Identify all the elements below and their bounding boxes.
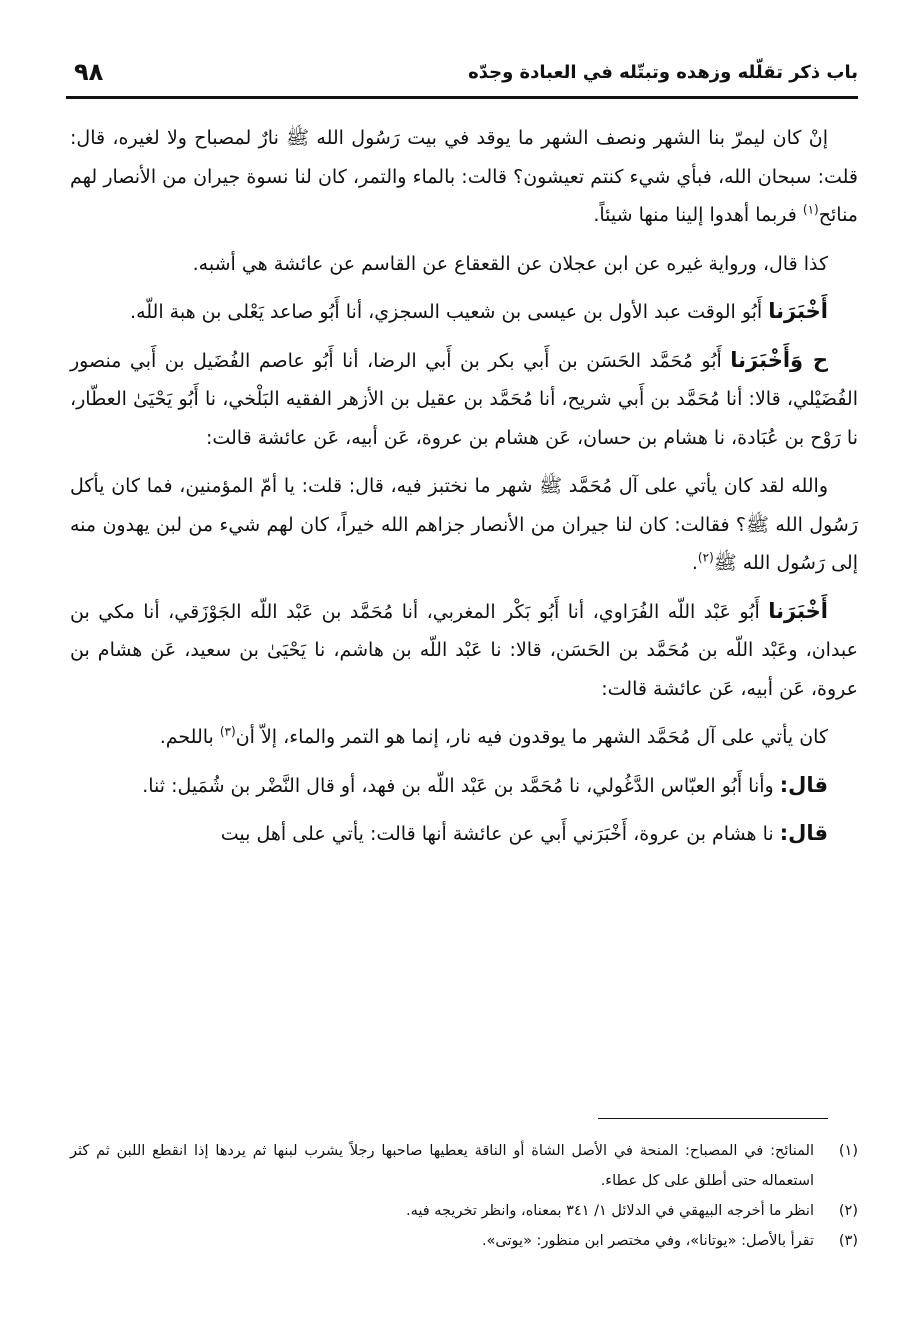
- paragraph-lead: قال:: [779, 821, 828, 845]
- footnote: [70, 1136, 858, 1196]
- header-divider: [66, 96, 858, 99]
- paragraph-text: أَبُو عَبْد اللّه الفُرَاوي، أنا أَبُو بَكْر المغربي، أنا مُحَمَّد بن عَبْد اللّه الجَوْزَقي، أنا مكي بن عبدان، وعَبْد اللّه بن مُحَمَّد بن الحَسَن، قالا: نا عَبْد اللّه بن هاشم، نا يَحْيَىٰ بن سعيد، عَن هشام بن عروة، عَن أبيه، عَن عائشة قالت:: [70, 600, 858, 700]
- footnote-number: (٣): [838, 1233, 858, 1249]
- paragraph-tail: .: [691, 552, 698, 574]
- paragraph-lead: قال:: [779, 772, 828, 797]
- footnote-number: (٢): [838, 1203, 858, 1219]
- paragraph: [70, 717, 858, 757]
- footnote: [70, 1196, 858, 1226]
- page-number: ٩٨: [74, 58, 104, 86]
- paragraph-text: نا هشام بن عروة، أَخْبَرَني أَبي عن عائشة أنها قالت: يأتي على أهل بيت: [220, 823, 780, 845]
- page-header: [66, 58, 858, 94]
- paragraph-text: وأنا أَبُو العبّاس الدَّغُولي، نا مُحَمَّد بن عَبْد اللّه بن فهد، أو قال النَّضْر بن شُمَيل: ثنا.: [142, 774, 780, 797]
- paragraph-lead: أَخْبَرَنا: [768, 598, 828, 623]
- footnote-text: المنائح: في المصباح: المنحة في الأصل الشاة أو الناقة يعطيها صاحبها رجلاً يشرب لبنها ثم يردها إذا انقطع اللبن ثم كثر استعماله حتى أطلق على كل عطاء.: [70, 1143, 814, 1189]
- footnote-ref: (٢): [697, 550, 714, 565]
- paragraph-text: أَبُو مُحَمَّد الحَسَن بن أَبي بكر بن أَبي الرضا، أنا أَبُو عاصم الفُضَيل بن أَبي منصور الفُضَيْلي، قالا: أنا مُحَمَّد بن أَبي شريح، أنا مُحَمَّد بن عقيل بن الأزهر الفقيه البَلْخي، نا أَبُو يَحْيَىٰ العطّار، نا رَوْح بن عُبَادة، نا هشام بن حسان، عَن هشام بن عروة، عَن أبيه، عَن عائشة قالت:: [70, 349, 858, 449]
- paragraph-text: كذا قال، ورواية غيره عن ابن عجلان عن القعقاع عن القاسم عن عائشة هي أشبه.: [192, 252, 828, 275]
- paragraph: [70, 292, 858, 332]
- paragraph: [70, 341, 858, 458]
- paragraph: [70, 814, 858, 854]
- paragraph: [70, 766, 858, 806]
- paragraph-text: إنْ كان ليمرّ بنا الشهر ونصف الشهر ما يوقد في بيت رَسُول الله ﷺ نارٌ لمصباح ولا لغيره، قال: قلت: سبحان الله، فبأي شيء كنتم تعيشون؟ قالت: بالماء والتمر، كان لنا نسوة جيران من الأنصار لهم منائح: [70, 127, 858, 226]
- paragraph-text: أَبُو الوقت عبد الأول بن عيسى بن شعيب السجزي، أنا أَبُو صاعد يَعْلى بن هبة اللّه.: [130, 301, 769, 323]
- footnote-text: تقرأ بالأصل: «يوتانا»، وفي مختصر ابن منظور: «يوتى».: [481, 1233, 814, 1249]
- footnote-ref: (٣): [219, 724, 236, 739]
- footnote-number: (١): [838, 1143, 858, 1159]
- footnote: [70, 1226, 858, 1256]
- paragraph: [70, 592, 858, 709]
- footnotes: [70, 1136, 858, 1256]
- paragraph-tail: باللحم.: [159, 726, 220, 748]
- footnote-text: انظر ما أخرجه البيهقي في الدلائل ١/ ٣٤١ بمعناه، وانظر تخريجه فيه.: [405, 1203, 814, 1219]
- paragraph: [70, 466, 858, 583]
- chapter-title: باب ذكر تقلّله وزهده وتبتّله في العبادة وجدّه: [468, 62, 858, 83]
- footnote-divider: [598, 1118, 828, 1119]
- paragraph-lead: ح وَأَخْبَرَنا: [730, 347, 828, 372]
- paragraph: [70, 118, 858, 235]
- paragraph-text: والله لقد كان يأتي على آل مُحَمَّد ﷺ شهر ما نختبز فيه، قال: قلت: يا أمّ المؤمنين، فما كان يأكل رَسُول الله ﷺ؟ فقالت: كان لنا جيران من الأنصار جزاهم الله خيراً، كان لهم شيء من لبن يهدون منه إلى رَسُول الله ﷺ: [70, 475, 858, 574]
- footnote-ref: (١): [802, 202, 819, 217]
- paragraph: [70, 244, 858, 284]
- paragraph-tail: فربما أهدوا إلينا منها شيئاً.: [593, 204, 803, 226]
- paragraph-text: كان يأتي على آل مُحَمَّد الشهر ما يوقدون فيه نار، إنما هو التمر والماء، إلاّ أن: [235, 726, 828, 748]
- main-text: [70, 118, 858, 863]
- paragraph-lead: أَخْبَرَنا: [768, 299, 828, 323]
